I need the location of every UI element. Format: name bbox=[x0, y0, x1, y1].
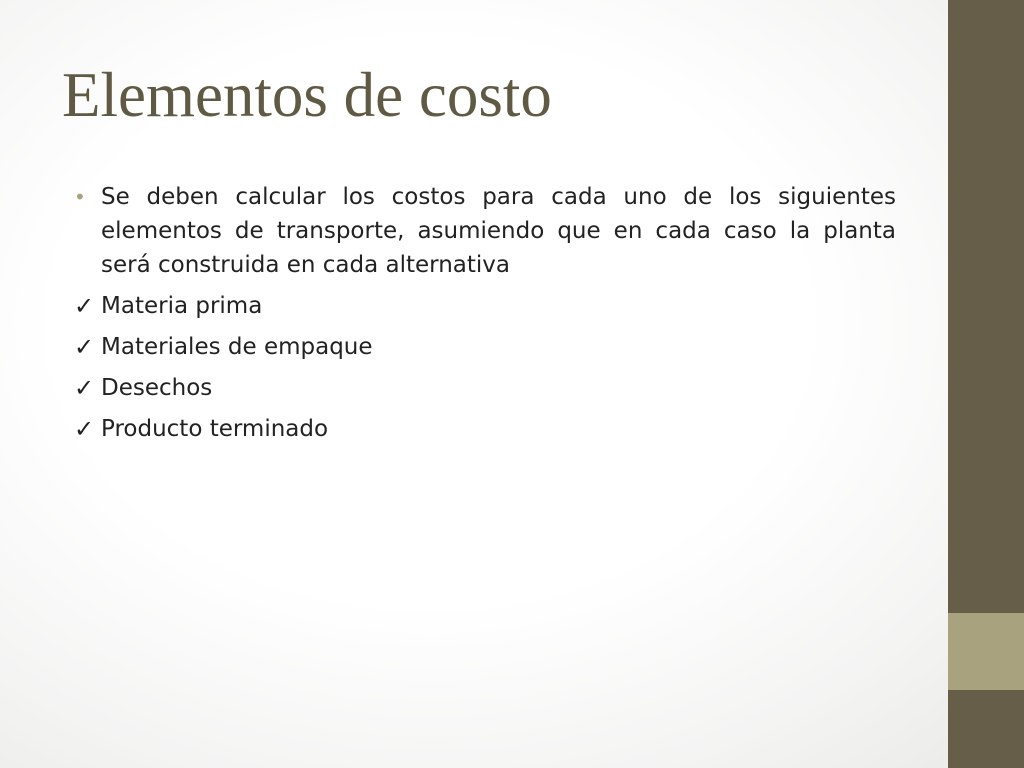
checkmark-icon: ✓ bbox=[74, 333, 95, 361]
decorative-sidebar bbox=[948, 0, 1024, 768]
checkmark-icon: ✓ bbox=[74, 415, 95, 443]
bullet-text: Se deben calcular los costos para cada uno de los siguientes elementos de transporte, asumiendo que en cada caso la planta será construida en cada alternativa bbox=[101, 184, 896, 278]
checkmark-icon: ✓ bbox=[74, 374, 95, 402]
checklist-item bbox=[74, 409, 896, 450]
bullet-item bbox=[74, 180, 896, 282]
sidebar-dark-block bbox=[948, 0, 1024, 613]
checklist-item-label: Materia prima bbox=[101, 293, 263, 319]
slide-content bbox=[74, 180, 896, 450]
sidebar-accent-block bbox=[948, 613, 1024, 690]
checklist-item bbox=[74, 327, 896, 368]
bullet-dot-icon: • bbox=[74, 185, 86, 209]
checklist-item-label: Desechos bbox=[101, 375, 213, 401]
checklist bbox=[74, 286, 896, 450]
checklist-item bbox=[74, 368, 896, 409]
checkmark-icon: ✓ bbox=[74, 292, 95, 320]
checklist-item bbox=[74, 286, 896, 327]
checklist-item-label: Producto terminado bbox=[101, 416, 329, 442]
slide-title: Elementos de costo bbox=[62, 60, 552, 130]
checklist-item-label: Materiales de empaque bbox=[101, 334, 373, 360]
sidebar-dark-block bbox=[948, 690, 1024, 768]
